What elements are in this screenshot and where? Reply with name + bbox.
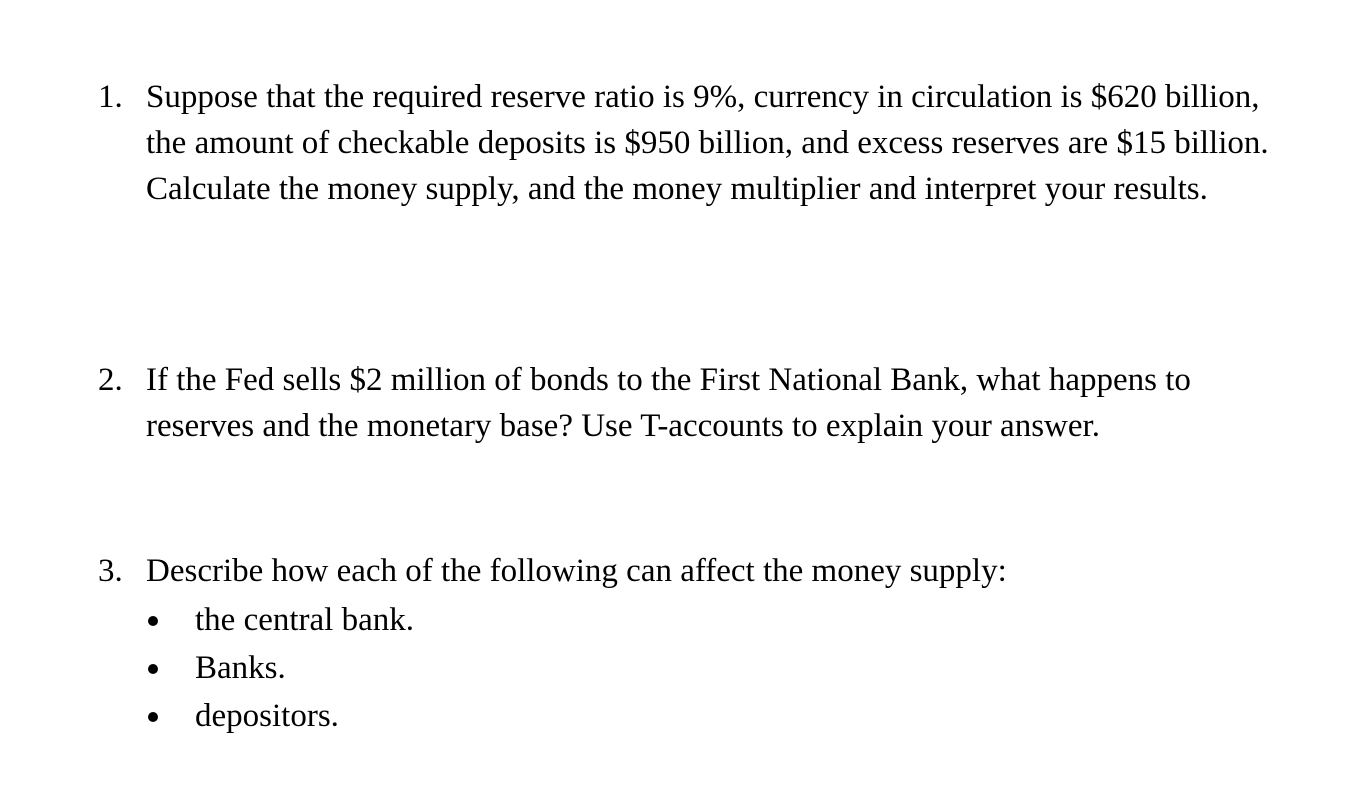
list-item — [98, 644, 1278, 692]
bullet-icon — [148, 712, 158, 722]
question-text: If the Fed sells $2 million of bonds to the First National Bank, what happens to reserves and the monetary base? Use T-accounts to explain your answer. — [146, 362, 1191, 444]
question-text: Describe how each of the following can affect the money supply: — [146, 553, 1007, 589]
question-number: 2. — [98, 362, 123, 398]
bullet-icon — [148, 616, 158, 626]
list-item-text: the central bank. — [195, 602, 414, 638]
bullet-icon — [148, 664, 158, 674]
question-3 — [98, 548, 1278, 740]
question-text: Suppose that the required reserve ratio is 9%, currency in circulation is $620 billion, the amount of checkable deposits is $950 billion, and excess reserves are $15 billion. Calculate the money supply, and the money multiplier and interpret your results. — [146, 79, 1269, 207]
list-item-text: Banks. — [195, 650, 286, 686]
list-item — [98, 596, 1278, 644]
question-number: 1. — [98, 79, 123, 115]
question-1 — [98, 74, 1278, 212]
bullet-list — [98, 596, 1278, 740]
list-item-text: depositors. — [195, 698, 339, 734]
question-number: 3. — [98, 553, 123, 589]
list-item — [98, 692, 1278, 740]
question-2 — [98, 357, 1278, 449]
